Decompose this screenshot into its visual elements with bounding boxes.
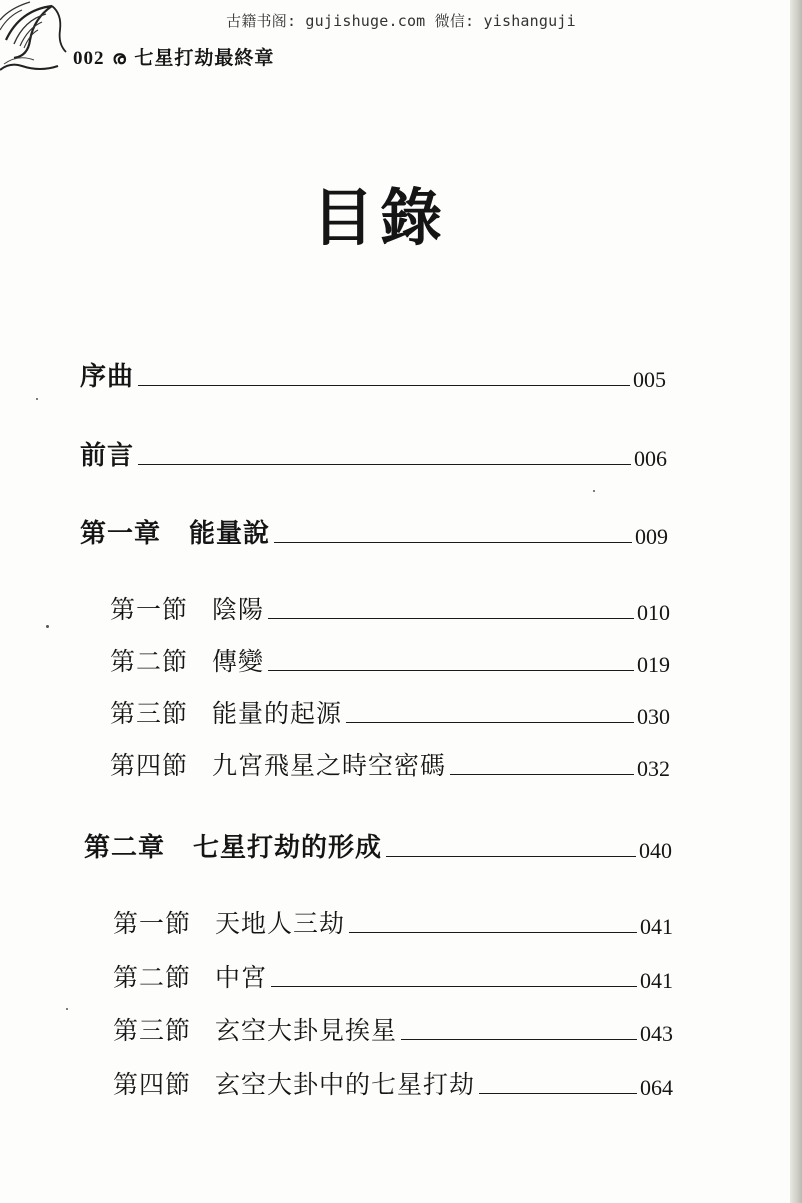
toc-leader-line [479, 1093, 637, 1094]
toc-entry-page: 032 [637, 756, 670, 781]
toc-section[interactable] [113, 1065, 673, 1101]
section-number: 第二節 [113, 963, 192, 992]
toc-entry-page: 019 [637, 652, 670, 677]
toc-leader-line [271, 986, 637, 987]
header-ornament: ര [112, 47, 127, 69]
section-number: 第四節 [113, 1070, 192, 1099]
chapter-number: 第二章 [84, 833, 166, 863]
section-number: 第三節 [113, 1016, 192, 1045]
toc-section-label [113, 958, 267, 994]
toc-leader-line [386, 856, 636, 857]
toc-entry[interactable] [80, 435, 667, 472]
section-number: 第二節 [110, 647, 189, 676]
toc-entry-page: 041 [640, 914, 673, 939]
section-title: 陰陽 [212, 595, 265, 624]
wave-ornament-icon [0, 0, 70, 72]
page-title: 目錄 [311, 181, 448, 254]
toc-entry-page: 041 [640, 968, 673, 993]
toc-section-label [113, 1065, 475, 1101]
toc-entry-label: 前言 [80, 441, 135, 471]
section-title: 中宮 [215, 963, 268, 992]
toc-chapter-label [84, 827, 382, 864]
toc-entry-page: 064 [640, 1075, 673, 1100]
toc-leader-line [268, 670, 634, 671]
running-header [73, 43, 274, 70]
section-number: 第一節 [110, 595, 189, 624]
toc-entry-page: 006 [634, 446, 667, 471]
toc-section-label [113, 1011, 397, 1047]
toc-chapter[interactable] [84, 827, 672, 864]
toc-entry-page: 009 [635, 524, 668, 549]
toc-leader-line [346, 722, 634, 723]
toc-section[interactable] [110, 590, 670, 626]
scan-speck [36, 398, 38, 400]
toc-leader-line [349, 932, 637, 933]
page-edge-shadow [790, 0, 802, 1203]
chapter-title: 七星打劫的形成 [193, 833, 383, 863]
scan-speck [46, 625, 49, 628]
chapter-title: 能量說 [189, 519, 271, 549]
section-number: 第一節 [113, 909, 192, 938]
toc-leader-line [138, 464, 631, 465]
toc-leader-line [138, 385, 630, 386]
toc-section[interactable] [113, 1011, 673, 1047]
toc-section-label [110, 642, 264, 678]
scan-speck [593, 490, 595, 492]
toc-entry[interactable] [80, 356, 666, 393]
scan-speck [66, 1008, 68, 1010]
toc-entry-page: 040 [639, 838, 672, 863]
toc-section[interactable] [113, 958, 673, 994]
chapter-number: 第一章 [80, 519, 162, 549]
watermark: 古籍书阁: gujishuge.com 微信: yishanguji [226, 12, 576, 30]
section-number: 第四節 [110, 751, 189, 780]
section-number: 第三節 [110, 699, 189, 728]
header-page-number: 002 [73, 48, 105, 69]
section-title: 九宮飛星之時空密碼 [212, 751, 447, 780]
toc-entry-page: 010 [637, 600, 670, 625]
toc-section[interactable] [110, 642, 670, 678]
section-title: 天地人三劫 [215, 909, 346, 938]
toc-section-label [110, 694, 342, 730]
toc-section[interactable] [113, 904, 673, 940]
toc-leader-line [401, 1039, 637, 1040]
section-title: 傳變 [212, 647, 265, 676]
toc-section-label [113, 904, 345, 940]
toc-section[interactable] [110, 746, 670, 782]
toc-leader-line [450, 774, 634, 775]
toc-section-label [110, 746, 446, 782]
toc-section-label [110, 590, 264, 626]
toc-chapter[interactable] [80, 513, 668, 550]
toc-entry-page: 030 [637, 704, 670, 729]
toc-leader-line [274, 542, 632, 543]
toc-chapter-label [80, 513, 270, 550]
section-title: 能量的起源 [212, 699, 343, 728]
toc-entry-page: 005 [633, 367, 666, 392]
toc-entry-label: 序曲 [80, 362, 135, 392]
header-book-title: 七星打劫最終章 [134, 47, 275, 69]
toc-section[interactable] [110, 694, 670, 730]
toc-entry-page: 043 [640, 1021, 673, 1046]
toc-leader-line [268, 618, 634, 619]
section-title: 玄空大卦中的七星打劫 [215, 1070, 476, 1099]
section-title: 玄空大卦見挨星 [215, 1016, 398, 1045]
